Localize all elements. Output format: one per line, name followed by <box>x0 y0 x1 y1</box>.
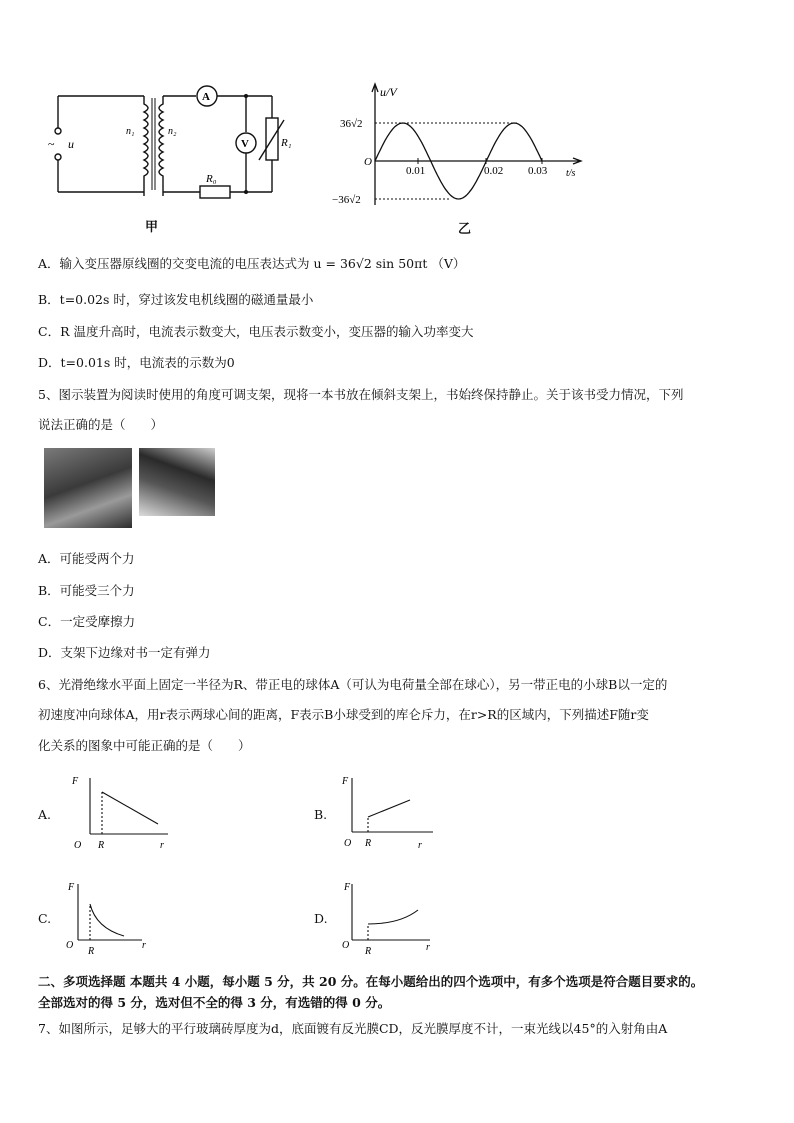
svg-text:r: r <box>418 840 422 851</box>
n2-label: n₂ <box>168 126 177 137</box>
q6-option-b-label: B. <box>314 807 328 822</box>
q7-stem-line1: 7、如图所示，足够大的平行玻璃砖厚度为d，底面镀有反光膜CD，反光膜厚度不计，一束光线以45°的入射角由A <box>38 1021 668 1036</box>
q6-graph-c <box>62 876 162 958</box>
q6-option-a-label: A. <box>38 807 52 822</box>
q6-option-c-label: C. <box>38 911 52 926</box>
n1-label: n₁ <box>126 126 135 137</box>
q5-option-d: D．支架下边缘对书一定有弹力 <box>38 645 211 660</box>
q4-option-a: A．输入变压器原线圈的交变电流的电压表达式为 u = 36√2 sin 50πt （V） <box>38 256 466 271</box>
svg-text:r: r <box>142 940 146 951</box>
reading-stand-photo-2 <box>139 448 215 516</box>
source-voltage-label: u <box>68 137 74 151</box>
svg-text:F: F <box>72 776 79 787</box>
svg-text:R: R <box>365 838 372 849</box>
svg-text:O: O <box>74 840 82 851</box>
q4-option-c: C．R 温度升高时，电流表示数变大，电压表示数变小，变压器的输入功率变大 <box>38 324 474 339</box>
voltmeter-label: V <box>241 138 249 150</box>
q4-option-b: B．t=0.02s 时，穿过该发电机线圈的磁通量最小 <box>38 292 314 307</box>
t1-tick-label: 0.01 <box>406 165 426 177</box>
q6-graph-b <box>338 772 448 854</box>
q6-graph-a <box>68 772 178 854</box>
svg-text:O: O <box>344 838 352 849</box>
q6-option-d-label: D. <box>314 911 328 926</box>
y-axis-label: u/V <box>380 85 397 99</box>
svg-text:r: r <box>426 942 430 953</box>
transformer-circuit-diagram <box>40 84 290 204</box>
section2-line2: 全部选对的得 5 分，选对但不全的得 3 分，有选错的得 0 分。 <box>38 995 391 1010</box>
svg-text:R: R <box>98 840 105 851</box>
svg-text:O: O <box>342 940 350 951</box>
q5-stem-line1: 5、图示装置为阅读时使用的角度可调支架，现将一本书放在倾斜支架上，书始终保持静止。关于该书受力情况，下列 <box>38 387 684 402</box>
reading-stand-photo-1 <box>44 448 132 528</box>
q6-graph-d <box>338 876 448 958</box>
ammeter-label: A <box>202 91 210 103</box>
q5-option-c: C．一定受摩擦力 <box>38 614 136 629</box>
t2-tick-label: 0.02 <box>484 165 504 177</box>
t-axis-label: t/s <box>566 168 576 179</box>
y-min-label: −36√2 <box>332 194 361 206</box>
svg-text:r: r <box>160 840 164 851</box>
svg-text:R: R <box>88 946 95 957</box>
q6-stem-line1: 6、光滑绝缘水平面上固定一半径为R、带正电的球体A（可认为电荷量全部在球心），另一带正电的小球B以一定的 <box>38 677 668 692</box>
q6-stem-line2: 初速度冲向球体A，用r表示两球心间的距离，F表示B小球受到的库仑斥力，在r>R的区域内，下列描述F随r变 <box>38 707 649 722</box>
q5-option-b: B．可能受三个力 <box>38 583 135 598</box>
section2-line1: 二、多项选择题 本题共 4 小题，每小题 5 分，共 20 分。在每小题给出的四个选项中，有多个选项是符合题目要求的。 <box>38 974 704 989</box>
r0-label: R₀ <box>206 173 217 185</box>
t3-tick-label: 0.03 <box>528 165 548 177</box>
voltage-waveform-graph <box>330 80 590 215</box>
figure-label-yi: 乙 <box>458 222 472 237</box>
svg-text:F: F <box>342 776 349 787</box>
q5-stem-line2: 说法正确的是（ ） <box>38 417 164 432</box>
q5-option-a: A．可能受两个力 <box>38 551 135 566</box>
r1-label: R₁ <box>281 137 292 149</box>
ac-source-tilde: ~ <box>48 137 55 151</box>
svg-text:F: F <box>344 882 351 893</box>
svg-text:O: O <box>66 940 74 951</box>
figure-label-jia: 甲 <box>145 220 159 235</box>
q4-option-d: D．t=0.01s 时，电流表的示数为0 <box>38 355 235 370</box>
origin-label: O <box>364 156 372 168</box>
y-max-label: 36√2 <box>340 118 363 130</box>
svg-text:F: F <box>68 882 75 893</box>
svg-text:R: R <box>365 946 372 957</box>
q6-stem-line3: 化关系的图象中可能正确的是（ ） <box>38 738 251 753</box>
